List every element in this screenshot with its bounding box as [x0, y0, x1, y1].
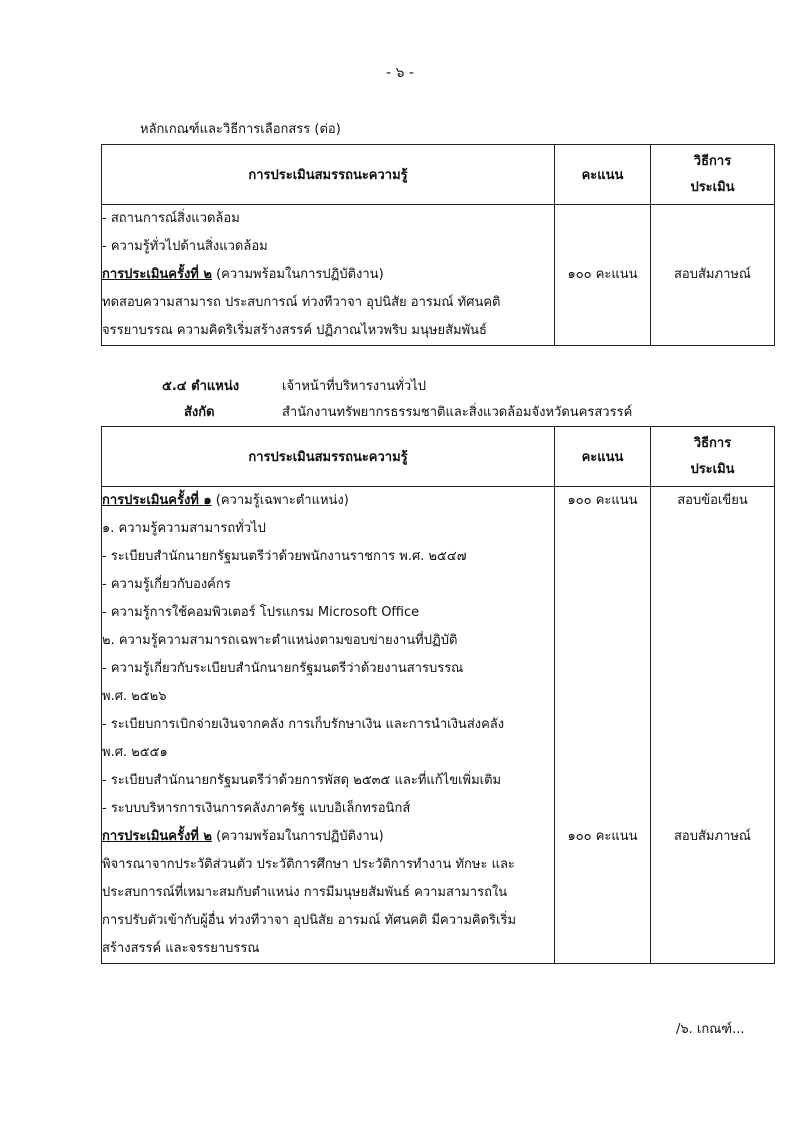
list-item: ๒. ความรู้ความสามารถเฉพาะตำแหน่งตามขอบข่ายงานที่ปฏิบัติ — [102, 633, 458, 648]
header-method-line1: วิธีการ — [693, 153, 732, 169]
list-item: ทดสอบความสามารถ ประสบการณ์ ท่วงทีวาจา อุปนิสัย อารมณ์ ทัศนคติ — [102, 295, 501, 310]
header-method — [651, 427, 775, 487]
assessment-table — [101, 426, 775, 964]
header-competency: การประเมินสมรรถนะความรู้ — [102, 145, 555, 205]
list-item: - ระเบียบการเบิกจ่ายเงินจากคลัง การเก็บรักษาเงิน และการนำเงินส่งคลัง — [102, 717, 505, 732]
list-item: สร้างสรรค์ และจรรยาบรรณ — [102, 941, 260, 956]
round-2-title: การประเมินครั้งที่ ๒ — [102, 829, 212, 844]
header-method-line1: วิธีการ — [693, 435, 732, 451]
table-row — [102, 487, 775, 964]
assessment-table-continued — [101, 144, 775, 346]
method-cell — [651, 205, 775, 346]
table-header-row — [102, 145, 775, 205]
round-1-method: สอบข้อเขียน — [677, 493, 748, 508]
affiliation-row — [162, 400, 632, 426]
round-2-method: สอบสัมภาษณ์ — [674, 267, 751, 282]
round-1-desc: (ความรู้เฉพาะตำแหน่ง) — [211, 493, 349, 508]
round-1-heading — [102, 487, 554, 515]
list-item: ๑. ความรู้ความสามารถทั่วไป — [102, 521, 266, 536]
header-method-line2: ประเมิน — [690, 461, 735, 477]
list-item: - สถานการณ์สิ่งแวดล้อม — [102, 211, 240, 226]
position-label: ๕.๔ ตำแหน่ง — [162, 379, 240, 394]
position-value: เจ้าหน้าที่บริหารงานทั่วไป — [282, 379, 426, 394]
list-item: ประสบการณ์ที่เหมาะสมกับตำแหน่ง การมีมนุษยสัมพันธ์ ความสามารถใน — [102, 885, 508, 900]
table-row — [102, 205, 775, 346]
list-item: - ความรู้เกี่ยวกับองค์กร — [102, 577, 231, 592]
continuation-footer: /๖. เกณฑ์... — [676, 1022, 745, 1037]
list-item: - ระเบียบสำนักนายกรัฐมนตรีว่าด้วยพนักงานราชการ พ.ศ. ๒๕๔๗ — [102, 549, 467, 564]
round-2-title: การประเมินครั้งที่ ๒ — [102, 267, 212, 282]
header-competency: การประเมินสมรรถนะความรู้ — [102, 427, 555, 487]
round-1-score: ๑๐๐ คะแนน — [567, 493, 638, 508]
round-2-desc: (ความพร้อมในการปฏิบัติงาน) — [211, 829, 384, 844]
list-item: - ความรู้ทั่วไปด้านสิ่งแวดล้อม — [102, 239, 268, 254]
list-item: - ความรู้การใช้คอมพิวเตอร์ โปรแกรม Microsoft Office — [102, 605, 420, 620]
list-item: พิจารณาจากประวัติส่วนตัว ประวัติการศึกษา ประวัติการทำงาน ทักษะ และ — [102, 857, 515, 872]
round-2-heading — [102, 823, 554, 851]
score-cell — [555, 487, 651, 964]
score-cell — [555, 205, 651, 346]
affiliation-value: สำนักงานทรัพยากรธรรมชาติและสิ่งแวดล้อมจังหวัดนครสวรรค์ — [282, 405, 633, 420]
list-item: พ.ศ. ๒๕๕๑ — [102, 745, 168, 760]
section-caption: หลักเกณฑ์และวิธีการเลือกสรร (ต่อ) — [140, 122, 341, 137]
round-2-desc: (ความพร้อมในการปฏิบัติงาน) — [211, 267, 384, 282]
header-method-line2: ประเมิน — [690, 179, 735, 195]
list-item: จรรยาบรรณ ความคิดริเริ่มสร้างสรรค์ ปฏิภาณไหวพริบ มนุษยสัมพันธ์ — [102, 323, 487, 338]
round-2-score: ๑๐๐ คะแนน — [567, 267, 638, 282]
position-info — [162, 374, 632, 426]
header-score: คะแนน — [555, 427, 651, 487]
round-2-heading — [102, 261, 554, 289]
affiliation-label: สังกัด — [184, 405, 215, 420]
list-item: การปรับตัวเข้ากับผู้อื่น ท่วงทีวาจา อุปนิสัย อารมณ์ ทัศนคติ มีความคิดริเริ่ม — [102, 913, 517, 928]
competency-cell — [102, 487, 555, 964]
list-item: - ระบบบริหารการเงินการคลังภาครัฐ แบบอิเล็กทรอนิกส์ — [102, 801, 411, 816]
header-score: คะแนน — [555, 145, 651, 205]
method-cell — [651, 487, 775, 964]
list-item: - ความรู้เกี่ยวกับระเบียบสำนักนายกรัฐมนตรีว่าด้วยงานสารบรรณ — [102, 661, 464, 676]
competency-cell — [102, 205, 555, 346]
list-item: พ.ศ. ๒๕๒๖ — [102, 689, 167, 704]
table-header-row — [102, 427, 775, 487]
position-row — [162, 374, 632, 400]
list-item: - ระเบียบสำนักนายกรัฐมนตรีว่าด้วยการพัสดุ ๒๕๓๕ และที่แก้ไขเพิ่มเติม — [102, 773, 502, 788]
page-number: - ๖ - — [386, 65, 414, 81]
round-2-score: ๑๐๐ คะแนน — [567, 829, 638, 844]
round-2-method: สอบสัมภาษณ์ — [674, 829, 751, 844]
header-method — [651, 145, 775, 205]
round-1-title: การประเมินครั้งที่ ๑ — [102, 493, 212, 508]
